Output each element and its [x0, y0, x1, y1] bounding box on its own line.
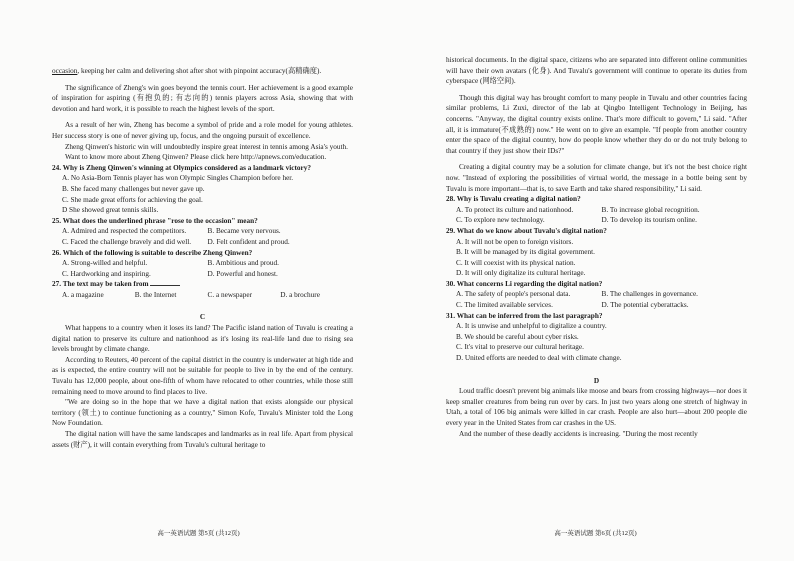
underlined-word: occasion	[52, 67, 78, 75]
option-row	[446, 215, 747, 226]
option: A. The safety of people's personal data.	[456, 290, 571, 299]
option: B. the Internet	[134, 290, 177, 299]
paragraph-continued: occasion, keeping her calm and delivering shot after shot with pinpoint accuracy(高精确度).	[52, 67, 322, 75]
option: B. She faced many challenges but never gave up.	[62, 184, 205, 193]
option: C. To explore new technology.	[456, 216, 545, 225]
paragraph: As a result of her win, Zheng has become a symbol of pride and a role model for young athletes. Her success story is one of never giving up, focus, and the ongoing pursuit of excellence.	[52, 121, 353, 140]
paragraph: The digital nation will have the same landscapes and landmarks as in real life. Apart from physical assets (财产), it will contain everything from Tuvalu's cultural heritage to	[52, 430, 353, 449]
question-25: 25. What does the underlined phrase "rose to the occasion" mean?	[52, 216, 258, 225]
option: C. The limited available services.	[456, 301, 553, 310]
option: A. To protect its culture and nationhood.	[456, 205, 574, 214]
paragraph: Though this digital way has brought comfort to many people in Tuvalu and other countries facing similar problems, Li Zuxi, director of the lab at Qingbo Intelligent Technology in Beijing, has concerns. "Anyway, the digital country exists online. That's more difficult to govern," Li said. "After all, it is immature(不成熟的) now." He went on to give an example. "If people from another country enter the space of the digital country, how do people know whether they do or do not truly belong to that country if they just show their IDs?"	[446, 93, 747, 155]
option: B. It will be managed by its digital government.	[456, 248, 595, 257]
question-24: 24. Why is Zheng Qinwen's winning at Olympics considered as a landmark victory?	[52, 163, 311, 172]
paragraph: What happens to a country when it loses its land? The Pacific island nation of Tuvalu is creating a digital nation to preserve its culture and nationhood as it's losing its real-life land due to rising sea levels brought by climate change.	[52, 324, 353, 354]
question-30: 30. What concerns Li regarding the digital nation?	[446, 279, 603, 288]
option: C. It's vital to preserve our cultural heritage.	[456, 343, 584, 352]
option: D. United efforts are needed to deal with climate change.	[456, 354, 622, 363]
paragraph: Zheng Qinwen's historic win will undoubtedly inspire great interest in tennis among Asia's youth.	[65, 142, 348, 151]
paragraph: Loud traffic doesn't prevent big animals like moose and bears from crossing highways—nor does it keep smaller creatures from being run over by cars. In just two years along one stretch of highway in Utah, a total of 106 big animals were killed in car crash. People are also hurt—about 200 people die every year in the United States from car crashes in the US.	[446, 387, 747, 427]
answer-blank	[150, 279, 180, 286]
question-27: 27. The text may be taken from	[52, 279, 353, 290]
right-column	[446, 55, 747, 439]
option: B. Became very nervous.	[207, 227, 281, 236]
option-row	[52, 226, 353, 237]
option: B. Ambitious and proud.	[207, 259, 279, 268]
option: D. a brochure	[280, 290, 320, 299]
paragraph: Creating a digital country may be a solution for climate change, but it's not the best choice right now. "Instead of exploring the possibilities of virtual world, the message in a bottle being sent by Tuvalu is more important—that is, to save Earth and take shared responsibility," Li said.	[446, 163, 747, 193]
option: D. It will only digitalize its cultural heritage.	[456, 269, 586, 278]
question-31: 31. What can be inferred from the last paragraph?	[446, 311, 603, 320]
option-row	[52, 237, 353, 248]
option: B. We should be careful about cyber risks.	[456, 332, 579, 341]
section-heading-d: D	[593, 376, 600, 385]
option: C. It will coexist with its physical nation.	[456, 258, 576, 267]
question-28: 28. Why is Tuvalu creating a digital nation?	[446, 195, 581, 204]
option-row	[446, 205, 747, 216]
option: C. She made great efforts for achieving the goal.	[62, 195, 203, 204]
option: A. It is unwise and unhelpful to digitalize a country.	[456, 322, 607, 331]
option-row	[52, 290, 353, 301]
option: A. No Asia-Born Tennis player has won Olympic Singles Champion before her.	[62, 174, 294, 183]
paragraph-continued: historical documents. In the digital space, citizens who are separated into different online communities will have their own avatars (化身). And Tuvalu's government will continue to operate its duties from cyberspace (网络空间).	[446, 56, 747, 86]
option: D She showed great tennis skills.	[62, 206, 159, 215]
option: A. Strong-willed and helpful.	[62, 259, 148, 268]
paragraph: "We are doing so in the hope that we have a digital nation that exists alongside our physical territory (领土) to continue functioning as a country," Simon Kofe, Tuvalu's Minister told the Long Now Foundation.	[52, 398, 353, 428]
option: C. Faced the challenge bravely and did well.	[62, 237, 192, 246]
option: D. The potential cyberattacks.	[601, 301, 689, 310]
option: C. a newspaper	[207, 290, 252, 299]
paragraph: According to Reuters, 40 percent of the capital district in the country is underwater at high tide and as is expected, the entire country will not be suitable for people to live in by the end of the century. Tuvalu has 12,000 people, about one-fifth of whom have relocated to other countries, while those still remaining need to move around to find places to live.	[52, 355, 353, 396]
option-row	[52, 258, 353, 269]
paragraph: The significance of Zheng's win goes beyond the tennis court. Her achievement is a good example of inspiration for aspiring (有抱负的; 有志向的) tennis players across Asia, showing that with devotion and hard work, it is possible to reach the highest levels of the sport.	[52, 83, 353, 113]
option-row	[446, 300, 747, 311]
option-row	[446, 289, 747, 300]
option: C. Hardworking and inspiring.	[62, 269, 151, 278]
question-26: 26. Which of the following is suitable to describe Zheng Qinwen?	[52, 248, 253, 257]
left-column	[52, 66, 353, 450]
option: D. Powerful and honest.	[207, 269, 278, 278]
option: D. Felt confident and proud.	[207, 237, 290, 246]
paragraph: Want to know more about Zheng Qinwen? Please click here http://apnews.com/education.	[65, 153, 327, 162]
exam-page-6	[397, 0, 794, 561]
question-29: 29. What do we know about Tuvalu's digital nation?	[446, 226, 607, 235]
page-footer: 高一英语试题 第5页 (共12页)	[157, 530, 240, 537]
section-heading-c: C	[199, 313, 206, 322]
option: B. To increase global recognition.	[601, 205, 700, 214]
page-footer: 高一英语试题 第6页 (共12页)	[554, 530, 637, 537]
option: A. Admired and respected the competitors.	[62, 227, 187, 236]
option: A. It will not be open to foreign visitors.	[456, 237, 574, 246]
option: A. a magazine	[62, 290, 104, 299]
option-row	[52, 269, 353, 280]
paragraph: And the number of these deadly accidents is increasing. "During the most recently	[459, 429, 698, 438]
option: B. The challenges in governance.	[601, 290, 698, 299]
option: D. To develop its tourism online.	[601, 216, 697, 225]
